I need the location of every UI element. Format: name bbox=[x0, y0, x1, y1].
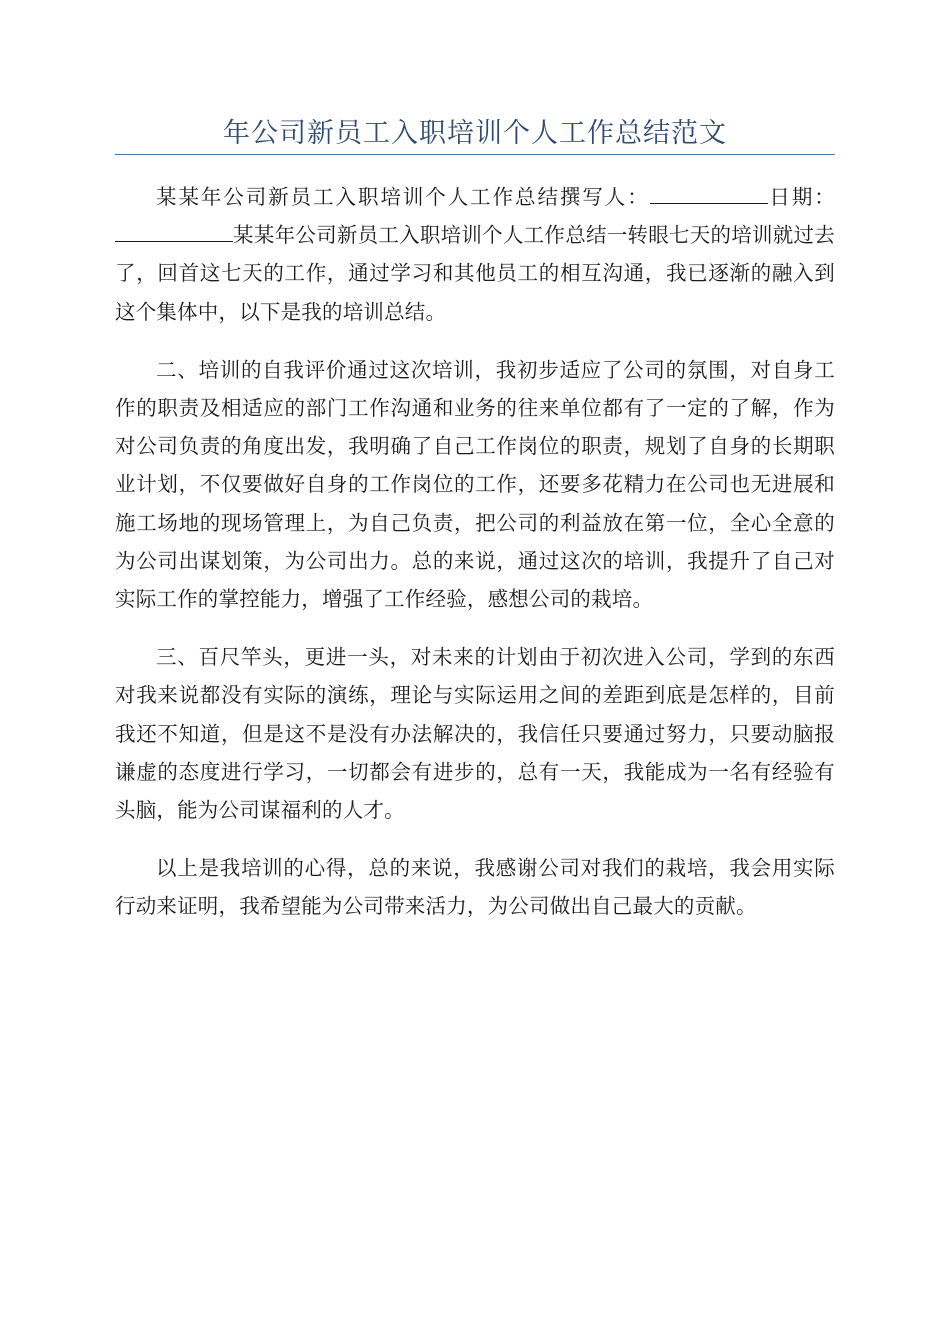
paragraph-conclusion: 以上是我培训的心得，总的来说，我感谢公司对我们的栽培，我会用实际行动来证明，我希望能为公司带来活力，为公司做出自己最大的贡献。 bbox=[115, 856, 835, 919]
document-body bbox=[115, 178, 835, 946]
paragraph-future-plan: 三、百尺竿头，更进一头，对未来的计划由于初次进入公司，学到的东西对我来说都没有实际的演练，理论与实际运用之间的差距到底是怎样的，目前我还不知道，但是这不是没有办法解决的，我信任只要通过努力，只要动脑报谦虚的态度进行学习，一切都会有进步的，总有一天，我能成为一名有经验有头脑，能为公司谋福利的人才。 bbox=[115, 645, 835, 823]
date-label: 日期： bbox=[767, 185, 835, 209]
author-label: 某某年公司新员工入职培训个人工作总结撰写人： bbox=[156, 185, 650, 209]
intro-paragraph bbox=[115, 178, 835, 331]
paragraph-self-evaluation: 二、培训的自我评价通过这次培训，我初步适应了公司的氛围，对自身工作的职责及相适应的部门工作沟通和业务的往来单位都有了一定的了解，作为对公司负责的角度出发，我明确了自己工作岗位的职责，规划了自身的长期职业计划，不仅要做好自身的工作岗位的工作，还要多花精力在公司也无进展和施工场地的现场管理上，为自己负责，把公司的利益放在第一位，全心全意的为公司出谋划策，为公司出力。总的来说，通过这次的培训，我提升了自己对实际工作的掌控能力，增强了工作经验，感想公司的栽培。 bbox=[115, 357, 835, 612]
document-title: 年公司新员工入职培训个人工作总结范文 bbox=[223, 118, 727, 149]
date-blank-line bbox=[115, 222, 233, 242]
intro-body: 某某年公司新员工入职培训个人工作总结一转眼七天的培训就过去了，回首这七天的工作，通过学习和其他员工的相互沟通，我已逐渐的融入到这个集体中，以下是我的培训总结。 bbox=[115, 223, 835, 324]
title-underline bbox=[115, 154, 835, 155]
author-blank-line bbox=[650, 184, 768, 204]
